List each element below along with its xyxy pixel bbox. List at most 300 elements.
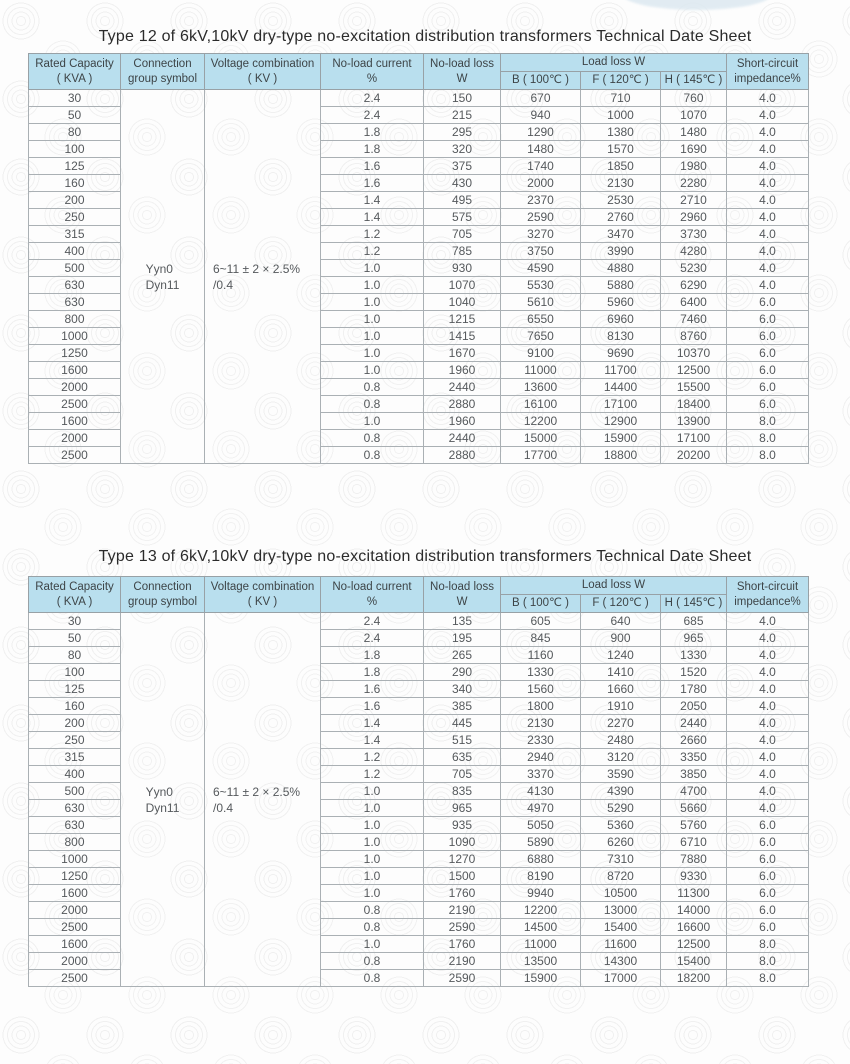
cell-short-circuit-impedance: 8.0: [727, 430, 809, 447]
cell-no-load-loss: 1760: [424, 885, 501, 902]
cell-short-circuit-impedance: 4.0: [727, 681, 809, 698]
cell-no-load-loss: 2880: [424, 396, 501, 413]
cell-load-loss-b: 6550: [501, 311, 581, 328]
cell-short-circuit-impedance: 6.0: [727, 868, 809, 885]
cell-short-circuit-impedance: 8.0: [727, 447, 809, 464]
cell-short-circuit-impedance: 4.0: [727, 209, 809, 226]
cell-rated-capacity: 315: [29, 749, 121, 766]
cell-rated-capacity: 2000: [29, 430, 121, 447]
cell-no-load-loss: 295: [424, 124, 501, 141]
cell-no-load-current: 1.0: [321, 851, 424, 868]
cell-no-load-current: 1.0: [321, 311, 424, 328]
cell-short-circuit-impedance: 8.0: [727, 413, 809, 430]
cell-short-circuit-impedance: 4.0: [727, 226, 809, 243]
cell-load-loss-f: 11600: [581, 936, 661, 953]
cell-rated-capacity: 200: [29, 192, 121, 209]
cell-load-loss-f: 5960: [581, 294, 661, 311]
cell-load-loss-f: 3120: [581, 749, 661, 766]
cell-load-loss-f: 900: [581, 630, 661, 647]
cell-no-load-current: 1.2: [321, 226, 424, 243]
cell-short-circuit-impedance: 4.0: [727, 647, 809, 664]
cell-no-load-current: 1.2: [321, 243, 424, 260]
cell-short-circuit-impedance: 6.0: [727, 328, 809, 345]
cell-load-loss-h: 15400: [661, 953, 727, 970]
cell-short-circuit-impedance: 6.0: [727, 396, 809, 413]
table-row: [29, 613, 809, 630]
cell-load-loss-f: 8130: [581, 328, 661, 345]
cell-load-loss-h: 13900: [661, 413, 727, 430]
cell-short-circuit-impedance: 4.0: [727, 90, 809, 107]
cell-short-circuit-impedance: 6.0: [727, 817, 809, 834]
cell-no-load-current: 1.0: [321, 936, 424, 953]
cell-short-circuit-impedance: 4.0: [727, 783, 809, 800]
cell-load-loss-b: 605: [501, 613, 581, 630]
header-no-load-loss: No-load loss W: [424, 54, 501, 90]
cell-load-loss-h: 2280: [661, 175, 727, 192]
table-title-type12: Type 12 of 6kV,10kV dry-type no-excitation distribution transformers Technical Date Sheet: [98, 28, 752, 45]
cell-no-load-current: 0.8: [321, 379, 424, 396]
cell-rated-capacity: 1600: [29, 413, 121, 430]
header-voltage-combination: Voltage combination ( KV ): [205, 577, 321, 613]
cell-no-load-loss: 515: [424, 732, 501, 749]
cell-load-loss-h: 7460: [661, 311, 727, 328]
cell-no-load-current: 1.0: [321, 260, 424, 277]
cell-load-loss-h: 1690: [661, 141, 727, 158]
cell-load-loss-f: 17100: [581, 396, 661, 413]
cell-short-circuit-impedance: 4.0: [727, 664, 809, 681]
cell-load-loss-h: 1480: [661, 124, 727, 141]
header-rated-capacity: Rated Capacity ( KVA ): [29, 54, 121, 90]
cell-no-load-current: 1.6: [321, 158, 424, 175]
header-load-loss-group: Load loss W: [501, 54, 727, 72]
cell-load-loss-h: 1780: [661, 681, 727, 698]
cell-no-load-loss: 2590: [424, 970, 501, 987]
cell-load-loss-f: 1000: [581, 107, 661, 124]
cell-no-load-current: 1.0: [321, 277, 424, 294]
cell-load-loss-f: 1850: [581, 158, 661, 175]
cell-load-loss-f: 18800: [581, 447, 661, 464]
cell-no-load-current: 1.0: [321, 345, 424, 362]
cell-rated-capacity: 2500: [29, 396, 121, 413]
cell-load-loss-b: 1290: [501, 124, 581, 141]
cell-load-loss-f: 640: [581, 613, 661, 630]
cell-short-circuit-impedance: 4.0: [727, 613, 809, 630]
cell-load-loss-h: 965: [661, 630, 727, 647]
cell-load-loss-b: 6880: [501, 851, 581, 868]
header-connection-group: Connection group symbol: [121, 54, 205, 90]
cell-rated-capacity: 800: [29, 311, 121, 328]
cell-load-loss-h: 685: [661, 613, 727, 630]
cell-no-load-loss: 320: [424, 141, 501, 158]
cell-connection-group-value: Yyn0 Dyn11: [121, 90, 205, 464]
cell-no-load-current: 1.8: [321, 124, 424, 141]
cell-load-loss-b: 14500: [501, 919, 581, 936]
cell-short-circuit-impedance: 6.0: [727, 885, 809, 902]
cell-load-loss-f: 8720: [581, 868, 661, 885]
cell-short-circuit-impedance: 4.0: [727, 630, 809, 647]
cell-no-load-loss: 2190: [424, 902, 501, 919]
cell-load-loss-f: 7310: [581, 851, 661, 868]
cell-load-loss-f: 710: [581, 90, 661, 107]
watermark-logo-fragment: [622, 0, 772, 10]
cell-load-loss-b: 17700: [501, 447, 581, 464]
cell-load-loss-b: 670: [501, 90, 581, 107]
cell-load-loss-h: 1330: [661, 647, 727, 664]
cell-no-load-loss: 635: [424, 749, 501, 766]
cell-no-load-loss: 2880: [424, 447, 501, 464]
cell-short-circuit-impedance: 4.0: [727, 141, 809, 158]
cell-load-loss-b: 9940: [501, 885, 581, 902]
cell-rated-capacity: 800: [29, 834, 121, 851]
cell-no-load-current: 1.0: [321, 328, 424, 345]
cell-no-load-loss: 150: [424, 90, 501, 107]
cell-rated-capacity: 1600: [29, 936, 121, 953]
cell-rated-capacity: 2500: [29, 919, 121, 936]
header-connection-group: Connection group symbol: [121, 577, 205, 613]
cell-load-loss-b: 13500: [501, 953, 581, 970]
cell-no-load-current: 1.0: [321, 817, 424, 834]
cell-voltage-combination-value: 6~11 ± 2 × 2.5% /0.4: [205, 90, 321, 464]
cell-no-load-loss: 2440: [424, 379, 501, 396]
cell-load-loss-b: 16100: [501, 396, 581, 413]
cell-no-load-loss: 375: [424, 158, 501, 175]
cell-load-loss-h: 18400: [661, 396, 727, 413]
cell-short-circuit-impedance: 4.0: [727, 749, 809, 766]
cell-load-loss-h: 4700: [661, 783, 727, 800]
cell-no-load-current: 1.0: [321, 294, 424, 311]
cell-load-loss-b: 845: [501, 630, 581, 647]
cell-rated-capacity: 400: [29, 766, 121, 783]
cell-short-circuit-impedance: 4.0: [727, 175, 809, 192]
cell-load-loss-b: 5610: [501, 294, 581, 311]
cell-short-circuit-impedance: 4.0: [727, 260, 809, 277]
header-short-circuit: Short-circuit impedance%: [727, 577, 809, 613]
cell-short-circuit-impedance: 4.0: [727, 698, 809, 715]
cell-no-load-loss: 495: [424, 192, 501, 209]
cell-short-circuit-impedance: 6.0: [727, 834, 809, 851]
cell-no-load-current: 1.4: [321, 192, 424, 209]
cell-no-load-loss: 445: [424, 715, 501, 732]
cell-load-loss-h: 15500: [661, 379, 727, 396]
cell-load-loss-b: 11000: [501, 936, 581, 953]
cell-load-loss-f: 5290: [581, 800, 661, 817]
cell-load-loss-h: 5230: [661, 260, 727, 277]
cell-load-loss-h: 1980: [661, 158, 727, 175]
cell-no-load-loss: 430: [424, 175, 501, 192]
cell-no-load-loss: 705: [424, 226, 501, 243]
cell-load-loss-b: 12200: [501, 413, 581, 430]
cell-load-loss-b: 4130: [501, 783, 581, 800]
cell-load-loss-b: 940: [501, 107, 581, 124]
cell-load-loss-f: 15900: [581, 430, 661, 447]
header-no-load-current: No-load current %: [321, 54, 424, 90]
cell-rated-capacity: 1250: [29, 868, 121, 885]
cell-rated-capacity: 50: [29, 630, 121, 647]
cell-load-loss-f: 13000: [581, 902, 661, 919]
cell-no-load-loss: 195: [424, 630, 501, 647]
cell-no-load-current: 0.8: [321, 902, 424, 919]
cell-no-load-current: 2.4: [321, 107, 424, 124]
cell-load-loss-f: 1410: [581, 664, 661, 681]
cell-no-load-loss: 1500: [424, 868, 501, 885]
cell-load-loss-f: 4880: [581, 260, 661, 277]
cell-load-loss-b: 15000: [501, 430, 581, 447]
type13-data-table: [28, 576, 809, 987]
cell-no-load-loss: 215: [424, 107, 501, 124]
cell-rated-capacity: 315: [29, 226, 121, 243]
cell-load-loss-b: 9100: [501, 345, 581, 362]
table-row: [29, 90, 809, 107]
cell-load-loss-f: 2130: [581, 175, 661, 192]
cell-no-load-current: 0.8: [321, 953, 424, 970]
cell-short-circuit-impedance: 6.0: [727, 851, 809, 868]
cell-no-load-current: 0.8: [321, 430, 424, 447]
cell-no-load-current: 2.4: [321, 630, 424, 647]
cell-rated-capacity: 200: [29, 715, 121, 732]
cell-load-loss-h: 760: [661, 90, 727, 107]
cell-load-loss-b: 2330: [501, 732, 581, 749]
cell-no-load-loss: 785: [424, 243, 501, 260]
cell-load-loss-b: 12200: [501, 902, 581, 919]
cell-load-loss-h: 2710: [661, 192, 727, 209]
cell-load-loss-f: 14400: [581, 379, 661, 396]
cell-load-loss-h: 2660: [661, 732, 727, 749]
cell-no-load-loss: 290: [424, 664, 501, 681]
cell-short-circuit-impedance: 6.0: [727, 902, 809, 919]
cell-no-load-loss: 965: [424, 800, 501, 817]
header-load-loss-b: B ( 100℃ ): [501, 595, 581, 613]
cell-load-loss-h: 3730: [661, 226, 727, 243]
cell-load-loss-f: 3990: [581, 243, 661, 260]
table-title-type13: Type 13 of 6kV,10kV dry-type no-excitation distribution transformers Technical Date Sheet: [98, 548, 752, 565]
cell-load-loss-b: 3750: [501, 243, 581, 260]
cell-no-load-loss: 1070: [424, 277, 501, 294]
cell-no-load-current: 2.4: [321, 613, 424, 630]
header-load-loss-group: Load loss W: [501, 577, 727, 595]
cell-load-loss-f: 1570: [581, 141, 661, 158]
cell-short-circuit-impedance: 6.0: [727, 919, 809, 936]
cell-short-circuit-impedance: 4.0: [727, 124, 809, 141]
cell-load-loss-h: 17100: [661, 430, 727, 447]
cell-rated-capacity: 50: [29, 107, 121, 124]
cell-load-loss-b: 1740: [501, 158, 581, 175]
cell-load-loss-f: 6960: [581, 311, 661, 328]
cell-load-loss-h: 3350: [661, 749, 727, 766]
cell-no-load-current: 1.4: [321, 715, 424, 732]
cell-rated-capacity: 1000: [29, 328, 121, 345]
cell-rated-capacity: 160: [29, 175, 121, 192]
cell-rated-capacity: 2000: [29, 953, 121, 970]
cell-load-loss-b: 3270: [501, 226, 581, 243]
cell-no-load-current: 0.8: [321, 396, 424, 413]
cell-load-loss-f: 3590: [581, 766, 661, 783]
cell-short-circuit-impedance: 4.0: [727, 277, 809, 294]
cell-no-load-loss: 705: [424, 766, 501, 783]
cell-rated-capacity: 400: [29, 243, 121, 260]
cell-load-loss-b: 1560: [501, 681, 581, 698]
cell-connection-group-value: Yyn0 Dyn11: [121, 613, 205, 987]
cell-no-load-current: 1.4: [321, 732, 424, 749]
cell-load-loss-h: 16600: [661, 919, 727, 936]
cell-no-load-current: 1.0: [321, 868, 424, 885]
cell-load-loss-f: 6260: [581, 834, 661, 851]
cell-no-load-loss: 1215: [424, 311, 501, 328]
cell-load-loss-f: 12900: [581, 413, 661, 430]
cell-rated-capacity: 2500: [29, 447, 121, 464]
cell-no-load-current: 1.6: [321, 175, 424, 192]
cell-load-loss-f: 15400: [581, 919, 661, 936]
cell-rated-capacity: 630: [29, 800, 121, 817]
cell-no-load-current: 2.4: [321, 90, 424, 107]
cell-no-load-current: 1.6: [321, 681, 424, 698]
cell-load-loss-b: 8190: [501, 868, 581, 885]
cell-no-load-loss: 575: [424, 209, 501, 226]
cell-no-load-loss: 930: [424, 260, 501, 277]
cell-no-load-loss: 265: [424, 647, 501, 664]
cell-rated-capacity: 125: [29, 158, 121, 175]
cell-short-circuit-impedance: 8.0: [727, 953, 809, 970]
cell-load-loss-b: 1330: [501, 664, 581, 681]
cell-no-load-current: 1.2: [321, 766, 424, 783]
cell-load-loss-f: 2480: [581, 732, 661, 749]
header-load-loss-h: H ( 145℃ ): [661, 595, 727, 613]
cell-no-load-loss: 2590: [424, 919, 501, 936]
cell-load-loss-h: 20200: [661, 447, 727, 464]
cell-load-loss-h: 6290: [661, 277, 727, 294]
cell-short-circuit-impedance: 6.0: [727, 345, 809, 362]
cell-rated-capacity: 500: [29, 260, 121, 277]
cell-short-circuit-impedance: 8.0: [727, 936, 809, 953]
cell-load-loss-h: 2050: [661, 698, 727, 715]
cell-load-loss-h: 1520: [661, 664, 727, 681]
header-short-circuit: Short-circuit impedance%: [727, 54, 809, 90]
cell-rated-capacity: 500: [29, 783, 121, 800]
cell-no-load-loss: 2440: [424, 430, 501, 447]
cell-load-loss-f: 1910: [581, 698, 661, 715]
cell-rated-capacity: 30: [29, 613, 121, 630]
cell-rated-capacity: 630: [29, 277, 121, 294]
cell-load-loss-f: 5880: [581, 277, 661, 294]
cell-no-load-current: 1.2: [321, 749, 424, 766]
cell-load-loss-f: 17000: [581, 970, 661, 987]
cell-no-load-current: 1.0: [321, 800, 424, 817]
cell-rated-capacity: 630: [29, 294, 121, 311]
cell-load-loss-h: 7880: [661, 851, 727, 868]
cell-load-loss-b: 3370: [501, 766, 581, 783]
cell-no-load-loss: 135: [424, 613, 501, 630]
cell-load-loss-b: 1160: [501, 647, 581, 664]
cell-load-loss-f: 10500: [581, 885, 661, 902]
cell-load-loss-h: 18200: [661, 970, 727, 987]
cell-rated-capacity: 100: [29, 664, 121, 681]
header-load-loss-f: F ( 120℃ ): [581, 595, 661, 613]
cell-load-loss-f: 2760: [581, 209, 661, 226]
cell-load-loss-h: 12500: [661, 362, 727, 379]
cell-no-load-current: 1.8: [321, 141, 424, 158]
cell-rated-capacity: 1000: [29, 851, 121, 868]
cell-rated-capacity: 100: [29, 141, 121, 158]
cell-load-loss-h: 12500: [661, 936, 727, 953]
cell-rated-capacity: 30: [29, 90, 121, 107]
cell-no-load-loss: 835: [424, 783, 501, 800]
cell-no-load-current: 1.6: [321, 698, 424, 715]
cell-no-load-loss: 1960: [424, 362, 501, 379]
cell-load-loss-f: 2530: [581, 192, 661, 209]
cell-no-load-loss: 1090: [424, 834, 501, 851]
cell-load-loss-b: 13600: [501, 379, 581, 396]
cell-load-loss-b: 5530: [501, 277, 581, 294]
cell-rated-capacity: 160: [29, 698, 121, 715]
cell-no-load-loss: 1415: [424, 328, 501, 345]
cell-no-load-loss: 340: [424, 681, 501, 698]
cell-rated-capacity: 630: [29, 817, 121, 834]
cell-short-circuit-impedance: 4.0: [727, 107, 809, 124]
cell-no-load-current: 0.8: [321, 919, 424, 936]
header-rated-capacity: Rated Capacity ( KVA ): [29, 577, 121, 613]
cell-load-loss-h: 10370: [661, 345, 727, 362]
cell-load-loss-b: 11000: [501, 362, 581, 379]
cell-rated-capacity: 2500: [29, 970, 121, 987]
cell-load-loss-h: 4280: [661, 243, 727, 260]
cell-no-load-current: 1.8: [321, 664, 424, 681]
cell-load-loss-f: 9690: [581, 345, 661, 362]
cell-load-loss-b: 4590: [501, 260, 581, 277]
cell-load-loss-b: 2370: [501, 192, 581, 209]
cell-rated-capacity: 80: [29, 124, 121, 141]
cell-rated-capacity: 2000: [29, 379, 121, 396]
cell-short-circuit-impedance: 4.0: [727, 158, 809, 175]
cell-no-load-current: 0.8: [321, 447, 424, 464]
cell-short-circuit-impedance: 4.0: [727, 715, 809, 732]
cell-load-loss-h: 3850: [661, 766, 727, 783]
cell-short-circuit-impedance: 6.0: [727, 294, 809, 311]
cell-load-loss-h: 9330: [661, 868, 727, 885]
cell-short-circuit-impedance: 6.0: [727, 311, 809, 328]
cell-short-circuit-impedance: 4.0: [727, 243, 809, 260]
cell-load-loss-f: 14300: [581, 953, 661, 970]
cell-load-loss-b: 2000: [501, 175, 581, 192]
cell-load-loss-h: 14000: [661, 902, 727, 919]
cell-no-load-loss: 1760: [424, 936, 501, 953]
cell-no-load-loss: 1960: [424, 413, 501, 430]
cell-load-loss-b: 5050: [501, 817, 581, 834]
header-no-load-loss: No-load loss W: [424, 577, 501, 613]
cell-load-loss-f: 1380: [581, 124, 661, 141]
cell-load-loss-f: 4390: [581, 783, 661, 800]
cell-load-loss-h: 6710: [661, 834, 727, 851]
header-load-loss-f: F ( 120℃ ): [581, 72, 661, 90]
cell-short-circuit-impedance: 4.0: [727, 732, 809, 749]
cell-short-circuit-impedance: 4.0: [727, 766, 809, 783]
cell-short-circuit-impedance: 8.0: [727, 970, 809, 987]
header-load-loss-b: B ( 100℃ ): [501, 72, 581, 90]
header-load-loss-h: H ( 145℃ ): [661, 72, 727, 90]
cell-short-circuit-impedance: 6.0: [727, 379, 809, 396]
header-voltage-combination: Voltage combination ( KV ): [205, 54, 321, 90]
cell-rated-capacity: 80: [29, 647, 121, 664]
cell-load-loss-b: 1480: [501, 141, 581, 158]
cell-load-loss-b: 1800: [501, 698, 581, 715]
cell-load-loss-h: 5660: [661, 800, 727, 817]
cell-no-load-loss: 1040: [424, 294, 501, 311]
cell-no-load-current: 0.8: [321, 970, 424, 987]
type12-data-table: [28, 53, 809, 464]
cell-rated-capacity: 250: [29, 209, 121, 226]
cell-load-loss-b: 2940: [501, 749, 581, 766]
cell-no-load-loss: 1270: [424, 851, 501, 868]
cell-rated-capacity: 2000: [29, 902, 121, 919]
cell-load-loss-b: 2590: [501, 209, 581, 226]
